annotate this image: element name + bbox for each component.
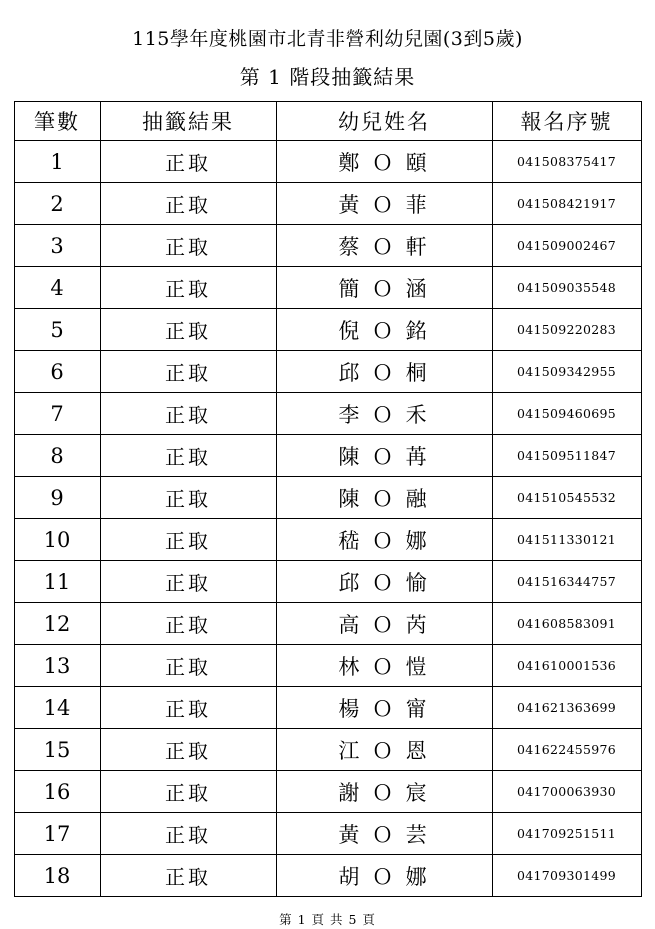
cell-registration-serial: 041608583091 [492, 603, 641, 645]
table-row [14, 813, 641, 855]
cell-child-name: 簡 Ｏ 涵 [276, 267, 492, 309]
cell-number: 10 [14, 519, 100, 561]
table-row [14, 729, 641, 771]
cell-registration-serial: 041610001536 [492, 645, 641, 687]
lottery-result-table [14, 101, 642, 897]
table-row [14, 267, 641, 309]
cell-number: 7 [14, 393, 100, 435]
cell-registration-serial: 041508375417 [492, 141, 641, 183]
cell-registration-serial: 041509342955 [492, 351, 641, 393]
table-row [14, 435, 641, 477]
cell-number: 3 [14, 225, 100, 267]
cell-result: 正取 [100, 141, 276, 183]
cell-number: 8 [14, 435, 100, 477]
cell-child-name: 邱 Ｏ 愉 [276, 561, 492, 603]
cell-number: 2 [14, 183, 100, 225]
table-row [14, 561, 641, 603]
cell-registration-serial: 041622455976 [492, 729, 641, 771]
column-header-child-name: 幼兒姓名 [276, 102, 492, 141]
cell-result: 正取 [100, 435, 276, 477]
column-header-number: 筆數 [14, 102, 100, 141]
cell-child-name: 林 Ｏ 愷 [276, 645, 492, 687]
cell-number: 16 [14, 771, 100, 813]
column-header-registration-serial: 報名序號 [492, 102, 641, 141]
cell-number: 9 [14, 477, 100, 519]
cell-registration-serial: 041509460695 [492, 393, 641, 435]
cell-child-name: 胡 Ｏ 娜 [276, 855, 492, 897]
cell-child-name: 倪 Ｏ 銘 [276, 309, 492, 351]
cell-registration-serial: 041511330121 [492, 519, 641, 561]
cell-registration-serial: 041621363699 [492, 687, 641, 729]
cell-registration-serial: 041700063930 [492, 771, 641, 813]
cell-result: 正取 [100, 645, 276, 687]
cell-child-name: 楊 Ｏ 甯 [276, 687, 492, 729]
cell-number: 17 [14, 813, 100, 855]
table-row [14, 519, 641, 561]
cell-result: 正取 [100, 519, 276, 561]
cell-child-name: 黃 Ｏ 菲 [276, 183, 492, 225]
table-row [14, 351, 641, 393]
cell-number: 13 [14, 645, 100, 687]
column-header-result: 抽籤結果 [100, 102, 276, 141]
cell-result: 正取 [100, 771, 276, 813]
table-row [14, 141, 641, 183]
table-row [14, 771, 641, 813]
cell-child-name: 謝 Ｏ 宸 [276, 771, 492, 813]
cell-result: 正取 [100, 393, 276, 435]
table-body [14, 141, 641, 897]
cell-child-name: 黃 Ｏ 芸 [276, 813, 492, 855]
cell-result: 正取 [100, 183, 276, 225]
cell-result: 正取 [100, 603, 276, 645]
cell-child-name: 高 Ｏ 芮 [276, 603, 492, 645]
table-row [14, 855, 641, 897]
cell-registration-serial: 041709301499 [492, 855, 641, 897]
cell-result: 正取 [100, 267, 276, 309]
cell-number: 1 [14, 141, 100, 183]
document-title-line1: 115學年度桃園市北青非營利幼兒園(3到5歲) [132, 28, 523, 50]
cell-number: 18 [14, 855, 100, 897]
cell-result: 正取 [100, 855, 276, 897]
cell-result: 正取 [100, 687, 276, 729]
cell-number: 15 [14, 729, 100, 771]
cell-number: 5 [14, 309, 100, 351]
document-title-line2: 第 1 階段抽籤結果 [239, 65, 416, 89]
page-footer: 第 1 頁 共 5 頁 [279, 912, 376, 927]
cell-registration-serial: 041509220283 [492, 309, 641, 351]
cell-result: 正取 [100, 561, 276, 603]
cell-child-name: 蔡 Ｏ 軒 [276, 225, 492, 267]
cell-number: 14 [14, 687, 100, 729]
cell-result: 正取 [100, 225, 276, 267]
table-row [14, 687, 641, 729]
cell-child-name: 邱 Ｏ 桐 [276, 351, 492, 393]
cell-child-name: 李 Ｏ 禾 [276, 393, 492, 435]
cell-number: 12 [14, 603, 100, 645]
cell-registration-serial: 041509002467 [492, 225, 641, 267]
table-row [14, 645, 641, 687]
cell-registration-serial: 041510545532 [492, 477, 641, 519]
cell-result: 正取 [100, 813, 276, 855]
cell-child-name: 陳 Ｏ 融 [276, 477, 492, 519]
cell-registration-serial: 041508421917 [492, 183, 641, 225]
cell-number: 6 [14, 351, 100, 393]
table-row [14, 309, 641, 351]
table-row [14, 393, 641, 435]
table-header [14, 102, 641, 141]
table-row [14, 225, 641, 267]
table-row [14, 183, 641, 225]
cell-child-name: 江 Ｏ 恩 [276, 729, 492, 771]
cell-result: 正取 [100, 729, 276, 771]
table-row [14, 477, 641, 519]
cell-result: 正取 [100, 351, 276, 393]
cell-registration-serial: 041509511847 [492, 435, 641, 477]
cell-number: 4 [14, 267, 100, 309]
cell-registration-serial: 041709251511 [492, 813, 641, 855]
cell-child-name: 嵇 Ｏ 娜 [276, 519, 492, 561]
cell-number: 11 [14, 561, 100, 603]
cell-registration-serial: 041509035548 [492, 267, 641, 309]
cell-child-name: 鄭 Ｏ 頤 [276, 141, 492, 183]
cell-result: 正取 [100, 477, 276, 519]
cell-result: 正取 [100, 309, 276, 351]
table-header-row [14, 102, 641, 141]
cell-child-name: 陳 Ｏ 苒 [276, 435, 492, 477]
cell-registration-serial: 041516344757 [492, 561, 641, 603]
table-row [14, 603, 641, 645]
